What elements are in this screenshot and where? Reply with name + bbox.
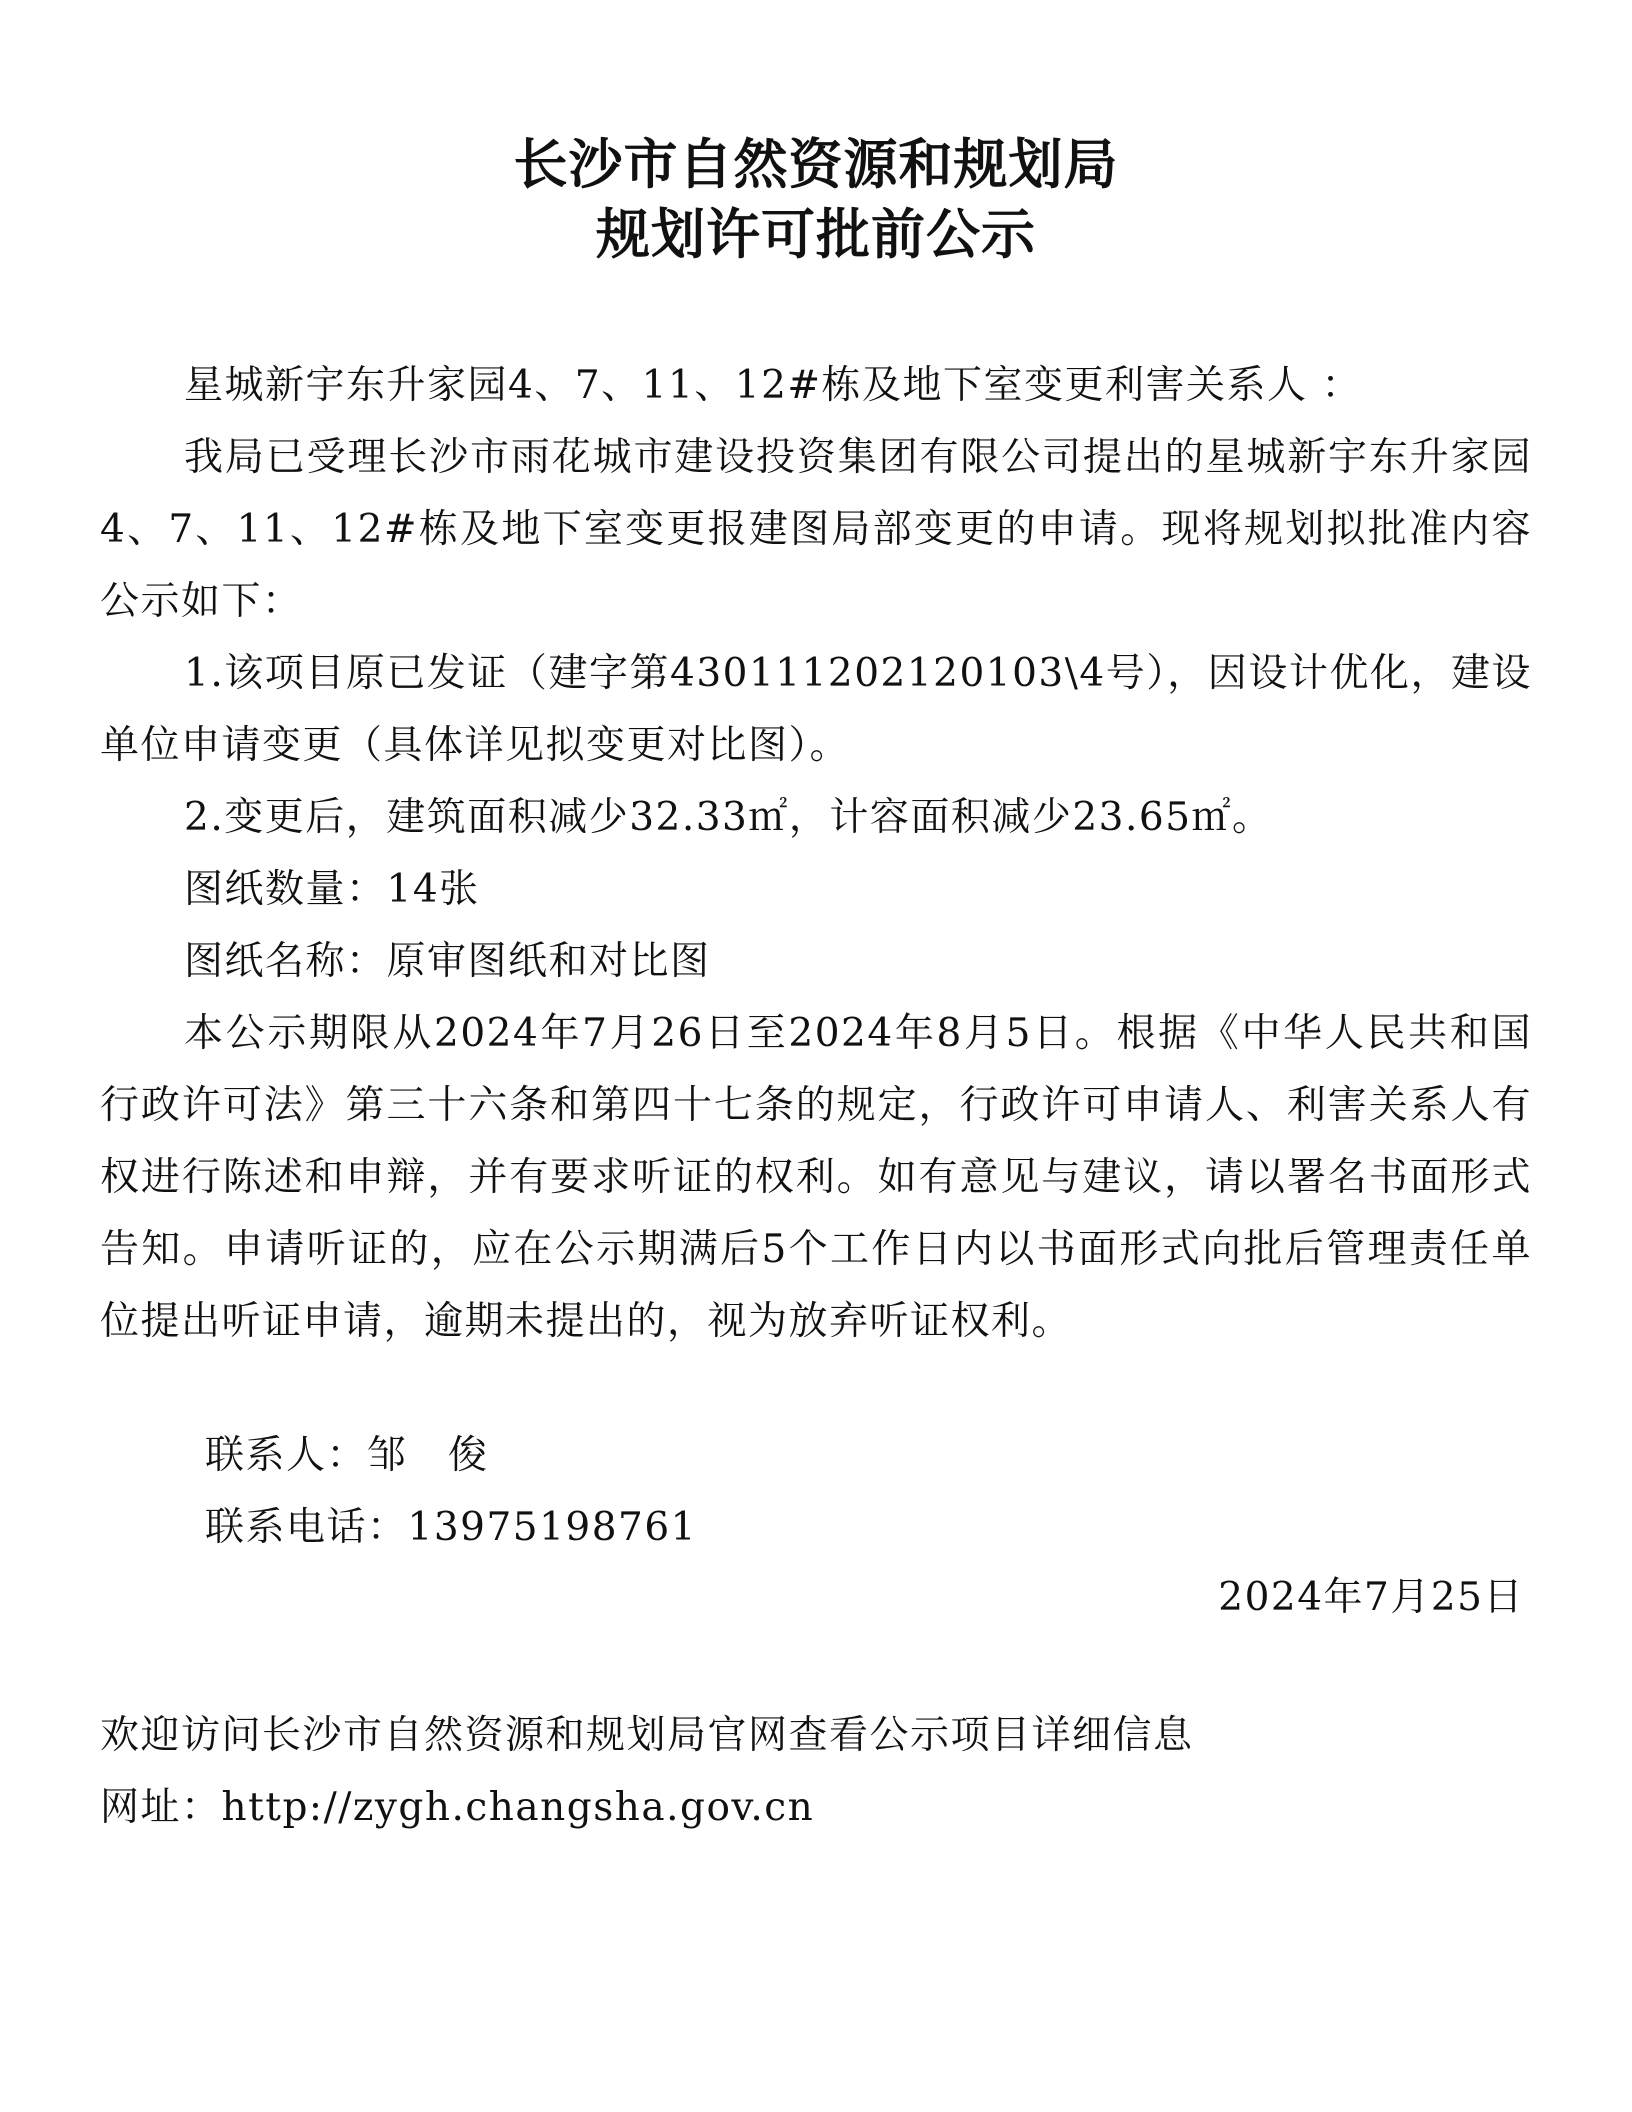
- drawing-count: 图纸数量：14张: [184, 867, 480, 912]
- drawing-name: 图纸名称：原审图纸和对比图: [184, 939, 711, 984]
- footer-website-link[interactable]: 网址：http://zygh.changsha.gov.cn: [100, 1785, 815, 1830]
- notice-paragraph: 本公示期限从2024年7月26日至2024年8月5日。根据《中华人民共和国行政许可法》第三十六条和第四十七条的规定，行政许可申请人、利害关系人有权进行陈述和申辩，并有要求听证的权利。如有意见与建议，请以署名书面形式告知。申请听证的，应在公示期满后5个工作日内以书面形式向批后管理责任单位提出听证申请，逾期未提出的，视为放弃听证权利。: [100, 1011, 1532, 1344]
- footer-visit-text: 欢迎访问长沙市自然资源和规划局官网查看公示项目详细信息: [100, 1713, 1194, 1758]
- salutation: 星城新宇东升家园4、7、11、12#栋及地下室变更利害关系人 ：: [184, 363, 1362, 408]
- notice-body: [100, 350, 1532, 1358]
- contact-person: 联系人：邹 俊: [205, 1433, 489, 1478]
- page-title: 长沙市自然资源和规划局: [513, 133, 1119, 196]
- footer-block: [100, 1700, 1194, 1844]
- contact-block: [205, 1420, 697, 1564]
- item-1: 1.该项目原已发证（建字第430111202120103\4号），因设计优化，建设单位申请变更（具体详见拟变更对比图）。: [100, 651, 1532, 768]
- contact-phone: 联系电话：13975198761: [205, 1505, 697, 1550]
- item-2: 2.变更后，建筑面积减少32.33㎡，计容面积减少23.65㎡。: [184, 795, 1273, 840]
- issue-date: 2024年7月25日: [1218, 1575, 1524, 1620]
- page-subtitle: 规划许可批前公示: [596, 203, 1036, 266]
- intro-paragraph: 我局已受理长沙市雨花城市建设投资集团有限公司提出的星城新宇东升家园4、7、11、12#栋及地下室变更报建图局部变更的申请。现将规划拟批准内容公示如下：: [100, 435, 1532, 624]
